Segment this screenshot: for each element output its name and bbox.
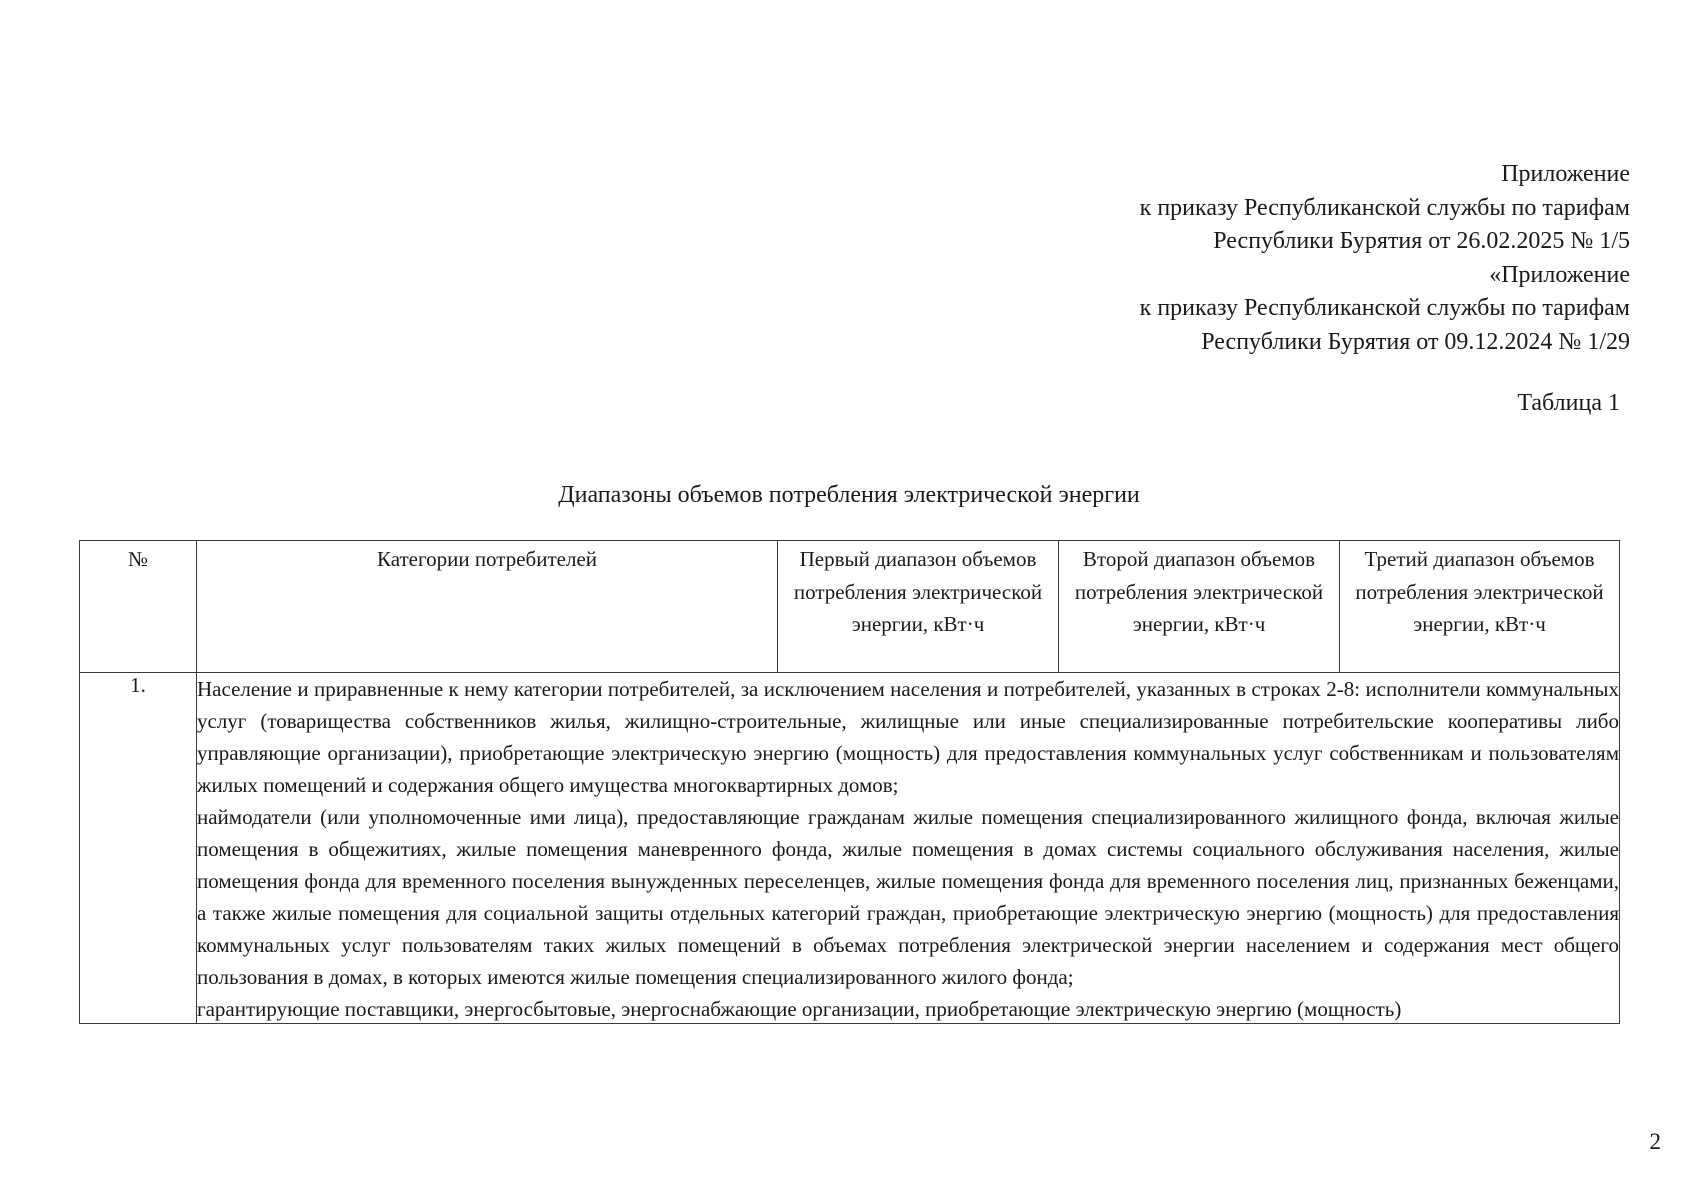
category-paragraph: наймодатели (или уполномоченные ими лица), предоставляющие гражданам жилые помещения специализированного жилищного фонда, включая жилые помещения в общежитиях, жилые помещения маневренного фонда, жилые помещения в домах системы социального обслуживания населения, жилые помещения фонда для временного поселения вынужденных переселенцев, жилые помещения фонда для временного поселения лиц, признанных беженцами, а также жилые помещения для социальной защиты отдельных категорий граждан, приобретающие электрическую энергию (мощность) для предоставления коммунальных услуг пользователям таких жилых помещений в объемах потребления электрической энергии населением и содержания мест общего пользования в домах, в которых имеются жилые помещения специализированного жилого фонда; [197,805,1619,989]
row-category-text [197,673,1620,1024]
document-header [930,158,1630,359]
header-line: Приложение [1501,161,1630,187]
header-line: Республики Бурятия от 09.12.2024 № 1/29 [1201,328,1630,355]
table-label: Таблица 1 [1517,390,1620,416]
header-line: «Приложение [1489,261,1630,288]
consumption-ranges-table [79,540,1620,1024]
category-paragraph: гарантирующие поставщики, энергосбытовые, энергоснабжающие организации, приобретающие электрическую энергию (мощность) [197,997,1402,1021]
header-line: Республики Бурятия от 26.02.2025 № 1/5 [1213,228,1630,254]
header-line: к приказу Республиканской службы по тарифам [1139,194,1630,221]
header-category: Категории потребителей [197,541,778,673]
header-line: к приказу Республиканской службы по тарифам [1139,295,1630,321]
category-paragraph: Население и приравненные к нему категории потребителей, за исключением населения и потребителей, указанных в строках 2-8: исполнители коммунальных услуг (товарищества собственников жилья, жилищно-строительные, жилищные или иные специализированные потребительские кооперативы либо управляющие организации), приобретающие электрическую энергию (мощность) для предоставления коммунальных услуг собственникам и пользователям жилых помещений и содержания общего имущества многоквартирных домов; [197,677,1619,797]
page-number: 2 [1649,1129,1661,1154]
header-first-range: Первый диапазон объемов потребления электрической энергии, кВт·ч [778,541,1059,673]
header-second-range: Второй диапазон объемов потребления электрической энергии, кВт·ч [1059,541,1340,673]
document-title: Диапазоны объемов потребления электрической энергии [558,482,1140,508]
row-number: 1. [80,673,197,1024]
header-number: № [80,541,197,673]
table-row [80,673,1620,1024]
header-third-range: Третий диапазон объемов потребления электрической энергии, кВт·ч [1340,541,1620,673]
table-header-row [80,541,1620,673]
